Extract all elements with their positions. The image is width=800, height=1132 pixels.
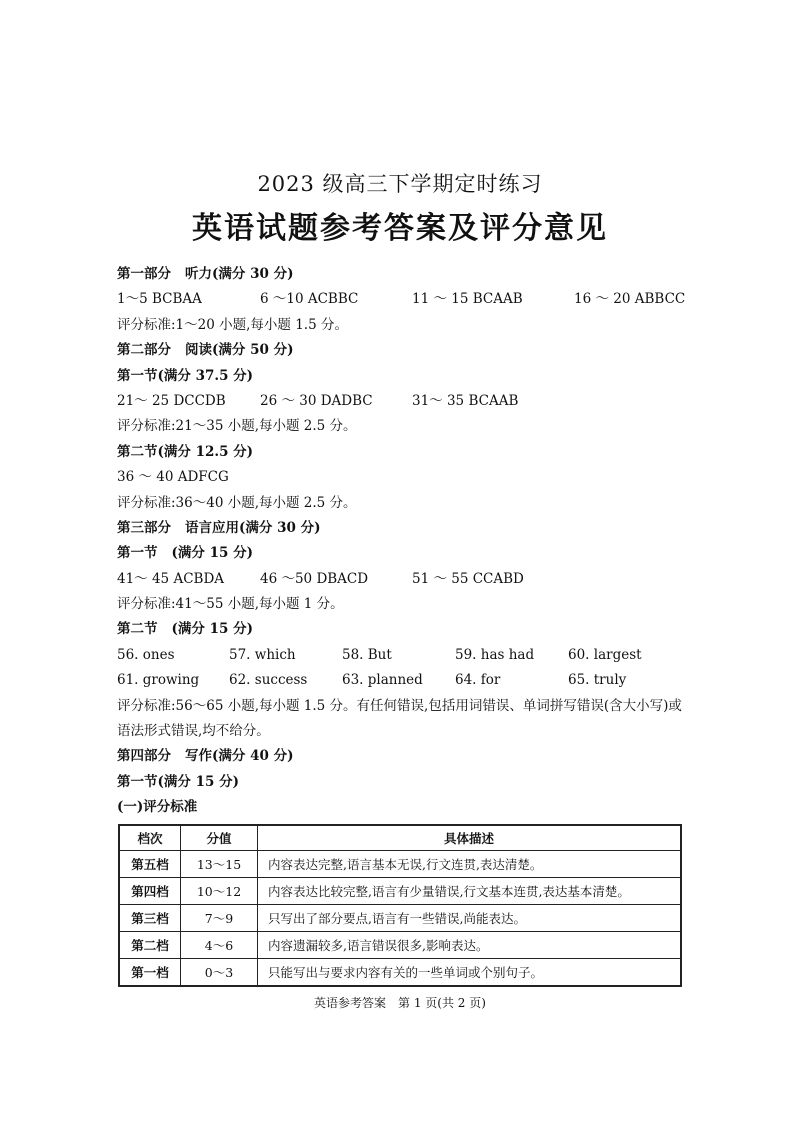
level-cell: 第一档 bbox=[119, 959, 181, 987]
section-label: 第一节 bbox=[117, 545, 158, 562]
fill-answer: 59. has had bbox=[455, 646, 535, 663]
answer-content bbox=[117, 262, 687, 821]
description-cell: 只写出了部分要点,语言有一些错误,尚能表达。 bbox=[258, 905, 682, 932]
section-score: (满分 15 分) bbox=[171, 545, 253, 562]
fill-answer: 56. ones bbox=[117, 646, 175, 663]
answer-group: 11 ～ 15 BCAAB bbox=[412, 291, 523, 308]
level-cell: 第三档 bbox=[119, 905, 181, 932]
answer-group: 46 ～50 DBACD bbox=[260, 570, 369, 587]
answer-group: 51 ～ 55 CCABD bbox=[412, 570, 524, 587]
part4-section1-heading: 第一节(满分 15 分) bbox=[117, 773, 239, 790]
points-cell: 10～12 bbox=[181, 878, 258, 905]
part1-criteria: 评分标准:1～20 小题,每小题 1.5 分。 bbox=[117, 316, 348, 333]
part1-heading bbox=[117, 262, 687, 287]
part2-section2-criteria: 评分标准:36～40 小题,每小题 2.5 分。 bbox=[117, 494, 357, 511]
part3-section2-heading bbox=[117, 617, 687, 642]
answer-group: 6 ～10 ACBBC bbox=[260, 291, 359, 308]
part3-label: 第三部分 bbox=[117, 519, 171, 536]
part2-heading bbox=[117, 338, 687, 363]
writing-scoring-table bbox=[118, 824, 682, 987]
page-footer: 英语参考答案 第 1 页(共 2 页) bbox=[314, 996, 486, 1010]
part2-section2-heading: 第二节(满分 12.5 分) bbox=[117, 443, 254, 460]
answer-group: 36 ～ 40 ADFCG bbox=[117, 469, 229, 486]
table-row bbox=[119, 878, 681, 905]
part3-section1-answers bbox=[117, 567, 687, 592]
level-cell: 第四档 bbox=[119, 878, 181, 905]
points-cell: 0～3 bbox=[181, 959, 258, 987]
table-row bbox=[119, 932, 681, 959]
column-header-description: 具体描述 bbox=[258, 825, 682, 851]
answer-group: 1～5 BCBAA bbox=[117, 291, 202, 308]
scoring-criteria-subheading: (一)评分标准 bbox=[117, 799, 198, 816]
fill-answer: 65. truly bbox=[568, 672, 627, 689]
part3-section2-answers-row1 bbox=[117, 643, 687, 668]
exam-title: 2023 级高三下学期定时练习 bbox=[257, 172, 543, 196]
answer-group: 41～ 45 ACBDA bbox=[117, 570, 225, 587]
fill-answer: 58. But bbox=[342, 646, 392, 663]
part2-section1-criteria: 评分标准:21～35 小题,每小题 2.5 分。 bbox=[117, 418, 357, 435]
table-row bbox=[119, 959, 681, 987]
part4-name: 写作(满分 40 分) bbox=[185, 748, 294, 765]
part4-heading bbox=[117, 744, 687, 769]
part3-section2-criteria: 评分标准:56～65 小题,每小题 1.5 分。有任何错误,包括用词错误、单词拼写错误(含大小写)或语法形式错误,均不给分。 bbox=[117, 697, 682, 740]
part1-answers bbox=[117, 287, 687, 312]
part3-section1-heading bbox=[117, 541, 687, 566]
answer-group: 26 ～ 30 DADBC bbox=[260, 392, 373, 409]
level-cell: 第二档 bbox=[119, 932, 181, 959]
answer-group: 31～ 35 BCAAB bbox=[412, 392, 519, 409]
part4-label: 第四部分 bbox=[117, 748, 171, 765]
part3-name: 语言应用(满分 30 分) bbox=[185, 519, 321, 536]
fill-answer: 60. largest bbox=[568, 646, 642, 663]
description-cell: 内容表达比较完整,语言有少量错误,行文基本连贯,表达基本清楚。 bbox=[258, 878, 682, 905]
fill-answer: 61. growing bbox=[117, 672, 200, 689]
description-cell: 内容表达完整,语言基本无误,行文连贯,表达清楚。 bbox=[258, 851, 682, 878]
level-cell: 第五档 bbox=[119, 851, 181, 878]
fill-answer: 62. success bbox=[229, 672, 308, 689]
part3-section2-answers-row2 bbox=[117, 668, 687, 693]
description-cell: 内容遗漏较多,语言错误很多,影响表达。 bbox=[258, 932, 682, 959]
section-score: (满分 15 分) bbox=[171, 621, 253, 638]
part1-label: 第一部分 bbox=[117, 266, 171, 282]
document-title: 英语试题参考答案及评分意见 bbox=[192, 211, 608, 246]
fill-answer: 57. which bbox=[229, 646, 296, 663]
points-cell: 13～15 bbox=[181, 851, 258, 878]
part2-name: 阅读(满分 50 分) bbox=[185, 342, 294, 359]
column-header-level: 档次 bbox=[119, 825, 181, 851]
section-label: 第二节 bbox=[117, 621, 158, 638]
points-cell: 4～6 bbox=[181, 932, 258, 959]
part2-section1-answers bbox=[117, 389, 687, 414]
fill-answer: 64. for bbox=[455, 672, 501, 689]
answer-group: 16 ～ 20 ABBCC bbox=[574, 291, 686, 308]
part3-section1-criteria: 评分标准:41～55 小题,每小题 1 分。 bbox=[117, 596, 344, 613]
answer-group: 21～ 25 DCCDB bbox=[117, 392, 226, 409]
part1-name: 听力(满分 30 分) bbox=[185, 266, 294, 282]
part2-section2-answers bbox=[117, 465, 687, 490]
part2-label: 第二部分 bbox=[117, 342, 171, 359]
part3-heading bbox=[117, 516, 687, 541]
table-header-row bbox=[119, 825, 681, 851]
table-row bbox=[119, 905, 681, 932]
points-cell: 7～9 bbox=[181, 905, 258, 932]
table-row bbox=[119, 851, 681, 878]
description-cell: 只能写出与要求内容有关的一些单词或个别句子。 bbox=[258, 959, 682, 987]
part2-section1-heading: 第一节(满分 37.5 分) bbox=[117, 367, 254, 384]
fill-answer: 63. planned bbox=[342, 672, 423, 689]
column-header-points: 分值 bbox=[181, 825, 258, 851]
